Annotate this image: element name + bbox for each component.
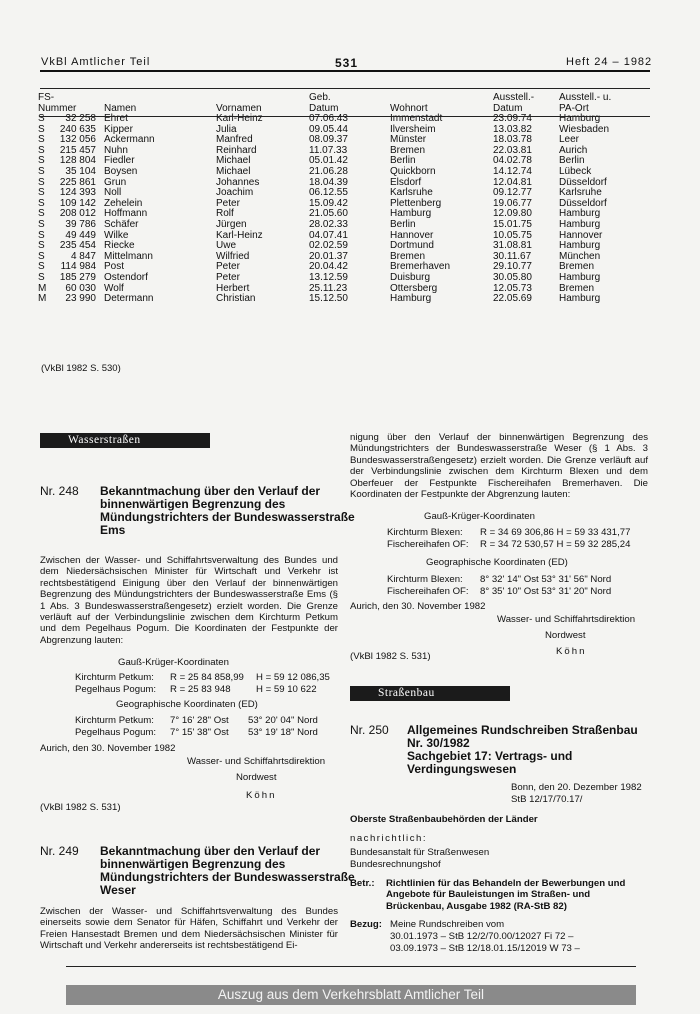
cell-birthdate: 20.01.37 xyxy=(309,250,348,262)
cell-firstname: Jürgen xyxy=(216,218,247,230)
table-row xyxy=(38,167,652,178)
cell-birthdate: 09.05.44 xyxy=(309,123,348,135)
cell-firstname: Herbert xyxy=(216,282,250,294)
cell-fs-number: 23 990 xyxy=(65,293,96,305)
nr248-geo2-a: 7° 15' 38" Ost xyxy=(170,727,229,738)
nr249-authority: Wasser- und Schiffahrtsdirektion xyxy=(497,614,636,625)
cell-residence: Hamburg xyxy=(390,208,432,220)
cell-type: S xyxy=(38,229,45,241)
cell-issue-date: 14.12.74 xyxy=(493,165,532,177)
nr248-title: Bekanntmachung über den Verlauf der binnenwärtigen Begrenzung des Mündungstrichters der Bundeswasserstraße Ems xyxy=(100,484,355,537)
cell-issue-date: 18.03.78 xyxy=(493,134,532,146)
nr248-authority-region: Nordwest xyxy=(236,772,277,783)
cell-firstname: Michael xyxy=(216,155,251,167)
nr250-bezug-3: 03.09.1973 – StB 12/18.01.15/12019 W 73 – xyxy=(390,943,580,954)
cell-type: S xyxy=(38,155,45,167)
nr249-gk1-val: R = 34 69 306,86 H = 59 33 431,77 xyxy=(480,527,631,538)
cell-type: S xyxy=(38,218,45,230)
page-number: 531 xyxy=(335,56,359,70)
nr250-bezug-2: 30.01.1973 – StB 12/2/70.00/12027 Fi 72 – xyxy=(390,931,574,942)
cell-birthdate: 04.07.41 xyxy=(309,229,348,241)
cell-residence: Duisburg xyxy=(390,271,431,283)
cell-firstname: Julia xyxy=(216,123,237,135)
table-header-rule xyxy=(40,116,650,117)
cell-type: S xyxy=(38,197,45,209)
nr250-addressee: Oberste Straßenbaubehörden der Länder xyxy=(350,814,538,825)
cell-residence: Immenstadt xyxy=(390,113,443,124)
cell-type: S xyxy=(38,187,45,199)
cell-residence: Elsdorf xyxy=(390,176,422,188)
nr249-number: Nr. 249 xyxy=(40,844,79,858)
nr248-gk1-r: R = 25 84 858,99 xyxy=(170,672,244,683)
cell-fs-number: 109 142 xyxy=(59,197,96,209)
cell-issue-place: Karlsruhe xyxy=(559,187,602,199)
table-source: (VkBl 1982 S. 530) xyxy=(41,363,121,374)
cell-residence: Berlin xyxy=(390,155,416,167)
col-namen: Namen xyxy=(104,103,137,114)
nr248-date: Aurich, den 30. November 1982 xyxy=(40,743,176,754)
nr250-info-label: nachrichtlich: xyxy=(350,833,427,844)
cell-issue-place: Düsseldorf xyxy=(559,197,607,209)
cell-name: Ehret xyxy=(104,113,128,124)
nr248-gk2-h: H = 59 10 622 xyxy=(256,684,317,695)
cell-issue-date: 12.04.81 xyxy=(493,176,532,188)
cell-issue-place: Berlin xyxy=(559,155,585,167)
cell-firstname: Johannes xyxy=(216,176,260,188)
nr248-gk1-label: Kirchturm Petkum: xyxy=(75,672,154,683)
cell-birthdate: 13.12.59 xyxy=(309,271,348,283)
cell-name: Wilke xyxy=(104,229,129,241)
header-journal: VkBl Amtlicher Teil xyxy=(41,56,151,68)
cell-type: S xyxy=(38,144,45,156)
nr249-heading xyxy=(40,845,380,901)
cell-birthdate: 02.02.59 xyxy=(309,240,348,252)
cell-issue-date: 19.06.77 xyxy=(493,197,532,209)
nr248-gk2-r: R = 25 83 948 xyxy=(170,684,231,695)
cell-issue-place: Hamburg xyxy=(559,113,601,124)
cell-type: S xyxy=(38,250,45,262)
cell-name: Boysen xyxy=(104,165,138,177)
cell-fs-number: 32 258 xyxy=(65,113,96,124)
table-row xyxy=(38,273,652,284)
cell-issue-date: 13.03.82 xyxy=(493,123,532,135)
nr249-geo2-label: Fischereihafen OF: xyxy=(387,586,469,597)
nr249-gk-title: Gauß-Krüger-Koordinaten xyxy=(424,511,535,522)
cell-issue-place: Leer xyxy=(559,134,580,146)
cell-name: Zehelein xyxy=(104,197,143,209)
cell-issue-place: Hamburg xyxy=(559,208,601,220)
cell-fs-number: 49 449 xyxy=(65,229,96,241)
nr249-geo1-label: Kirchturm Blexen: xyxy=(387,574,463,585)
cell-issue-date: 09.12.77 xyxy=(493,187,532,199)
cell-residence: Plettenberg xyxy=(390,197,442,209)
nr248-geo-title: Geographische Koordinaten (ED) xyxy=(116,699,258,710)
cell-type: S xyxy=(38,113,45,124)
cell-type: S xyxy=(38,123,45,135)
cell-firstname: Peter xyxy=(216,271,240,283)
nr249-gk2-val: R = 34 72 530,57 H = 59 32 285,24 xyxy=(480,539,631,550)
nr248-number: Nr. 248 xyxy=(40,484,79,498)
cell-type: S xyxy=(38,261,45,273)
cell-name: Hoffmann xyxy=(104,208,148,220)
header-issue: Heft 24 – 1982 xyxy=(566,56,653,68)
cell-birthdate: 11.07.33 xyxy=(309,144,348,156)
cell-residence: Karlsruhe xyxy=(390,187,433,199)
cell-birthdate: 15.12.50 xyxy=(309,293,348,305)
cell-issue-place: Düsseldorf xyxy=(559,176,607,188)
nr249-date: Aurich, den 30. November 1982 xyxy=(350,601,486,612)
cell-residence: Bremen xyxy=(390,250,426,262)
cell-fs-number: 128 804 xyxy=(59,155,96,167)
cell-firstname: Peter xyxy=(216,261,240,273)
nr250-info-1: Bundesanstalt für Straßenwesen xyxy=(350,847,490,858)
section-strassenbau: Straßenbau xyxy=(350,686,510,701)
nr249-source: (VkBl 1982 S. 531) xyxy=(350,651,431,662)
cell-birthdate: 15.09.42 xyxy=(309,197,348,209)
cell-issue-place: Hamburg xyxy=(559,271,601,283)
cell-name: Wolf xyxy=(104,282,124,294)
nr248-geo2-b: 53° 19' 18" Nord xyxy=(248,727,318,738)
cell-fs-number: 35 104 xyxy=(65,165,96,177)
cell-birthdate: 05.01.42 xyxy=(309,155,348,167)
cell-name: Schäfer xyxy=(104,218,139,230)
cell-name: Riecke xyxy=(104,240,135,252)
cell-firstname: Reinhard xyxy=(216,144,257,156)
cell-birthdate: 06.12.55 xyxy=(309,187,348,199)
cell-type: S xyxy=(38,240,45,252)
cell-name: Fiedler xyxy=(104,155,135,167)
cell-firstname: Peter xyxy=(216,197,240,209)
cell-issue-place: Bremen xyxy=(559,261,595,273)
cell-birthdate: 20.04.42 xyxy=(309,261,348,273)
cell-issue-date: 23.09.74 xyxy=(493,113,532,124)
nr249-title: Bekanntmachung über den Verlauf der binnenwärtigen Begrenzung des Mündungstrichters der Bundeswasserstraße Weser xyxy=(100,844,355,897)
cell-firstname: Michael xyxy=(216,165,251,177)
cell-fs-number: 235 454 xyxy=(59,240,96,252)
cell-birthdate: 21.06.28 xyxy=(309,165,348,177)
nr249-text-continued: nigung über den Verlauf der binnenwärtigen Begrenzung des Mündungstrichters der Bundeswasserstraße Weser (§ 1 Abs. 3 Bundeswasserstraßengesetz) erzielt worden. Die Grenze verläuft auf der Verbindungslinie zwischen dem Kirchturm Blexen und dem Oberfeuer der Festpunkte Fischereihafen Bremerhaven. Die Koordinaten der Festpunkte der Abgrenzung lauten: xyxy=(350,432,648,501)
nr250-title-2: Nr. 30/1982 xyxy=(407,736,470,750)
cell-fs-number: 208 012 xyxy=(59,208,96,220)
nr250-betr-label: Betr.: xyxy=(350,878,375,889)
nr250-info-2: Bundesrechnungshof xyxy=(350,859,441,870)
cell-type: M xyxy=(38,282,47,294)
cell-residence: Ilversheim xyxy=(390,123,436,135)
cell-firstname: Christian xyxy=(216,293,256,305)
nr249-authority-region: Nordwest xyxy=(545,630,586,641)
cell-type: S xyxy=(38,134,45,146)
table-row xyxy=(38,294,652,305)
cell-firstname: Karl-Heinz xyxy=(216,229,263,241)
footer-banner: Auszug aus dem Verkehrsblatt Amtlicher Teil xyxy=(66,985,636,1005)
col-vornamen: Vornamen xyxy=(216,103,262,114)
cell-fs-number: 132 056 xyxy=(59,134,96,146)
cell-issue-place: Bremen xyxy=(559,282,595,294)
nr249-geo2-val: 8° 35' 10" Ost 53° 31' 20" Nord xyxy=(480,586,612,597)
cell-type: S xyxy=(38,176,45,188)
nr249-text: Zwischen der Wasser- und Schiffahrtsverwaltung des Bundes einerseits sowie dem Senator für Häfen, Schiffahrt und Verkehr der Freien Hansestadt Bremen und dem Niedersächsischen Minister für Wirtschaft und Verkehr andererseits ist rechtsbestätigend Ei- xyxy=(40,906,338,952)
cell-name: Post xyxy=(104,261,125,273)
cell-birthdate: 08.09.37 xyxy=(309,134,348,146)
cell-fs-number: 60 030 xyxy=(65,282,96,294)
nr248-gk2-label: Pegelhaus Pogum: xyxy=(75,684,157,695)
cell-residence: Dortmund xyxy=(390,240,434,252)
nr248-signature: Köhn xyxy=(246,790,277,801)
nr248-geo1-label: Kirchturm Petkum: xyxy=(75,715,154,726)
cell-issue-date: 30.11.67 xyxy=(493,250,532,262)
cell-fs-number: 114 984 xyxy=(60,261,96,273)
cell-firstname: Joachim xyxy=(216,187,254,199)
cell-firstname: Uwe xyxy=(216,240,237,252)
nr250-betr-text: Richtlinien für das Behandeln der Bewerbungen und Angebote für Bauleistungen im Straßen- und Brückenbau, Ausgabe 1982 (RA-StB 82) xyxy=(386,878,626,912)
cell-issue-place: München xyxy=(559,250,601,262)
table-header xyxy=(38,88,652,114)
cell-name: Noll xyxy=(104,187,122,199)
col-pa-ort: Ausstell.- u. PA-Ort xyxy=(559,92,612,114)
nr249-signature: Köhn xyxy=(556,646,587,657)
cell-name: Grun xyxy=(104,176,127,188)
table-top-rule xyxy=(40,88,650,89)
cell-fs-number: 124 393 xyxy=(59,187,96,199)
nr250-bezug-label: Bezug: xyxy=(350,919,382,930)
cell-name: Ackermann xyxy=(104,134,155,146)
cell-fs-number: 39 786 xyxy=(65,218,96,230)
cell-issue-date: 29.10.77 xyxy=(493,261,532,273)
cell-residence: Quickborn xyxy=(390,165,436,177)
cell-fs-number: 185 279 xyxy=(59,271,96,283)
cell-issue-date: 22.05.69 xyxy=(493,293,532,305)
nr250-reference: StB 12/17/70.17/ xyxy=(511,794,583,805)
cell-issue-date: 12.05.73 xyxy=(493,282,532,294)
nr250-place-date: Bonn, den 20. Dezember 1982 xyxy=(511,782,642,793)
cell-fs-number: 225 861 xyxy=(59,176,96,188)
nr248-gk1-h: H = 59 12 086,35 xyxy=(256,672,330,683)
col-ausstell-datum: Ausstell.- Datum xyxy=(493,92,535,114)
nr248-gk-title: Gauß-Krüger-Koordinaten xyxy=(118,657,229,668)
cell-issue-place: Lübeck xyxy=(559,165,592,177)
cell-issue-date: 15.01.75 xyxy=(493,218,532,230)
cell-fs-number: 240 635 xyxy=(59,123,96,135)
cell-residence: Münster xyxy=(390,134,427,146)
cell-fs-number: 215 457 xyxy=(59,144,96,156)
nr249-geo-title: Geographische Koordinaten (ED) xyxy=(426,557,568,568)
cell-residence: Hannover xyxy=(390,229,434,241)
license-table xyxy=(38,88,652,305)
cell-birthdate: 25.11.23 xyxy=(309,282,348,294)
nr248-geo1-a: 7° 16' 28" Ost xyxy=(170,715,229,726)
nr250-title-3: Sachgebiet 17: Vertrags- und Verdingungswesen xyxy=(407,749,573,776)
cell-firstname: Karl-Heinz xyxy=(216,113,263,124)
cell-name: Kipper xyxy=(104,123,133,135)
cell-birthdate: 28.02.33 xyxy=(309,218,348,230)
cell-name: Ostendorf xyxy=(104,271,148,283)
col-fs: FS- Nummer xyxy=(38,92,77,114)
cell-type: S xyxy=(38,165,45,177)
footer-rule xyxy=(66,966,636,967)
cell-issue-place: Aurich xyxy=(559,144,588,156)
cell-name: Nuhn xyxy=(104,144,128,156)
cell-type: M xyxy=(38,293,47,305)
cell-birthdate: 18.04.39 xyxy=(309,176,348,188)
col-wohnort: Wohnort xyxy=(390,103,428,114)
cell-birthdate: 07.06.43 xyxy=(309,113,348,124)
cell-name: Determann xyxy=(104,293,154,305)
nr248-geo2-label: Pegelhaus Pogum: xyxy=(75,727,157,738)
cell-issue-date: 31.08.81 xyxy=(493,240,532,252)
nr248-heading xyxy=(40,485,380,541)
header-rule xyxy=(40,70,650,72)
nr249-gk1-label: Kirchturm Blexen: xyxy=(387,527,463,538)
col-geb: Geb. Datum xyxy=(309,92,339,114)
cell-issue-date: 30.05.80 xyxy=(493,271,532,283)
cell-issue-date: 10.05.75 xyxy=(493,229,532,241)
cell-residence: Ottersberg xyxy=(390,282,438,294)
cell-fs-number: 4 847 xyxy=(70,250,96,262)
cell-issue-place: Hannover xyxy=(559,229,603,241)
nr250-bezug-1: Meine Rundschreiben vom xyxy=(390,919,505,930)
cell-firstname: Rolf xyxy=(216,208,234,220)
cell-firstname: Wilfried xyxy=(216,250,250,262)
cell-issue-date: 22.03.81 xyxy=(493,144,532,156)
cell-type: S xyxy=(38,271,45,283)
section-wasserstrassen: Wasserstraßen xyxy=(40,433,210,448)
cell-type: S xyxy=(38,208,45,220)
nr248-authority: Wasser- und Schiffahrtsdirektion xyxy=(187,756,326,767)
cell-issue-place: Hamburg xyxy=(559,218,601,230)
nr250-title-1: Allgemeines Rundschreiben Straßenbau xyxy=(407,723,638,737)
cell-residence: Hamburg xyxy=(390,293,432,305)
nr248-source: (VkBl 1982 S. 531) xyxy=(40,802,121,813)
cell-birthdate: 21.05.60 xyxy=(309,208,348,220)
table-row xyxy=(38,220,652,231)
cell-issue-place: Hamburg xyxy=(559,293,601,305)
cell-issue-place: Hamburg xyxy=(559,240,601,252)
cell-name: Mittelmann xyxy=(104,250,153,262)
cell-residence: Bremen xyxy=(390,144,426,156)
cell-issue-place: Wiesbaden xyxy=(559,123,610,135)
cell-residence: Bremerhaven xyxy=(390,261,451,273)
cell-residence: Berlin xyxy=(390,218,416,230)
cell-issue-date: 04.02.78 xyxy=(493,155,532,167)
cell-issue-date: 12.09.80 xyxy=(493,208,532,220)
nr249-gk2-label: Fischereihafen OF: xyxy=(387,539,469,550)
nr249-geo1-val: 8° 32' 14" Ost 53° 31' 56" Nord xyxy=(480,574,612,585)
nr250-number: Nr. 250 xyxy=(350,723,389,737)
cell-firstname: Manfred xyxy=(216,134,253,146)
nr248-text: Zwischen der Wasser- und Schiffahrtsverwaltung des Bundes und dem Niedersächsischen Minister für Wirtschaft und Verkehr ist rechtsbestätigend Einigung über den Verlauf der binnenwärtigen Begrenzung des Mündungstrichters der Bundeswasserstraße Ems (§ 1 Abs. 3 Bundeswasserstraßengesetz) erzielt worden. Die Grenze verläuft auf der Verbindungslinie zwischen dem Kirchturm Petkum und dem Pegelhaus Pogum. Die Koordinaten der Festpunkte der Abgrenzung lauten: xyxy=(40,555,338,646)
nr248-geo1-b: 53° 20' 04" Nord xyxy=(248,715,318,726)
